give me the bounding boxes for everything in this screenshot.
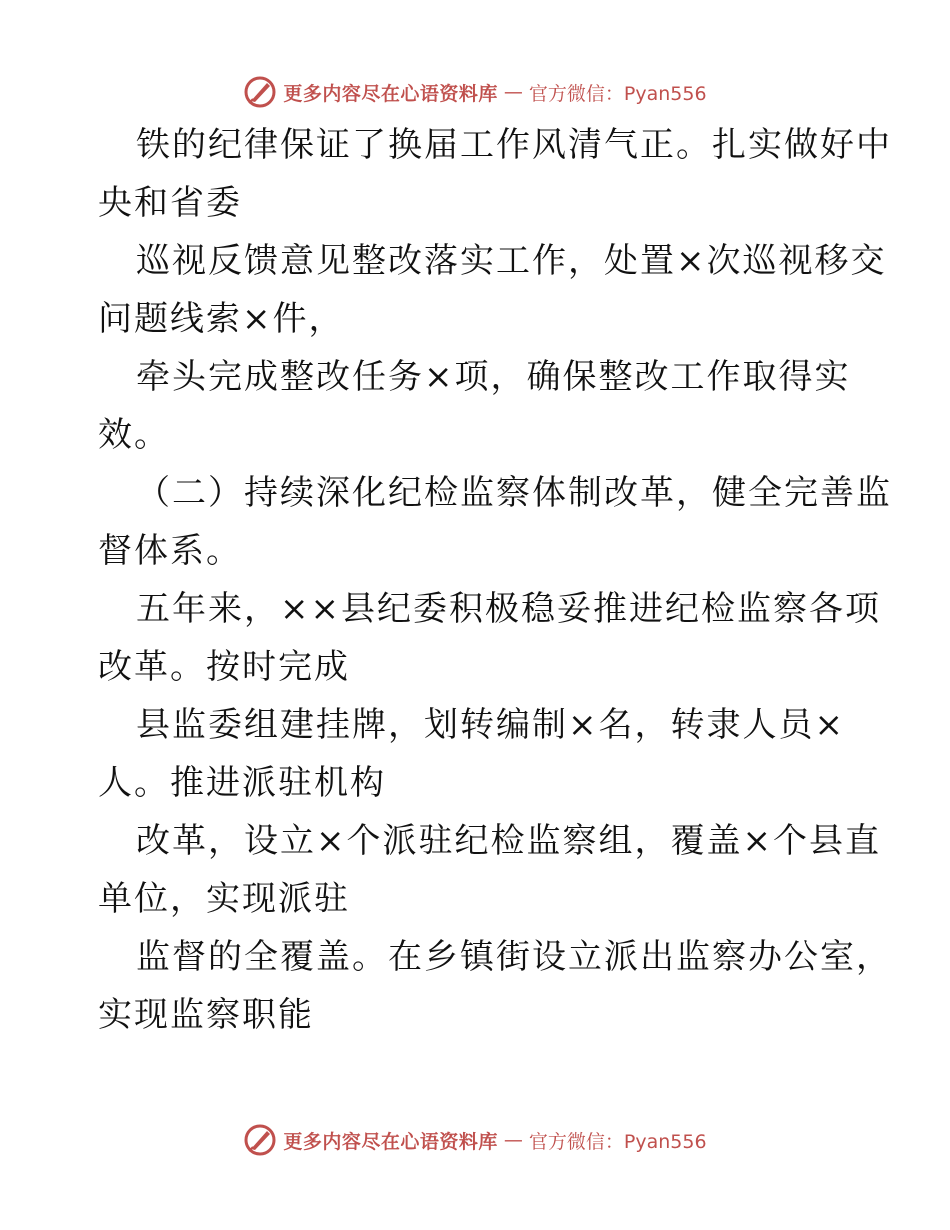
text-line: 效。 (98, 415, 170, 455)
watermark-wechat: 官方微信：Pyan556 (528, 82, 707, 105)
watermark-dash: — (503, 1129, 523, 1151)
text-line: 牵头完成整改任务×项，确保整改工作取得实 (136, 357, 851, 397)
watermark-brand: 更多内容尽在心语资料库 (283, 82, 498, 105)
watermark-wechat: 官方微信：Pyan556 (528, 1130, 707, 1153)
text-line: 铁的纪律保证了换届工作风清气正。扎实做好中 (136, 125, 892, 165)
quill-logo-icon (243, 1123, 277, 1157)
text-line: 问题线索×件， (98, 299, 345, 339)
document-body (98, 116, 892, 1044)
text-line: 监督的全覆盖。在乡镇街设立派出监察办公室， (136, 937, 892, 977)
header-watermark (0, 72, 950, 112)
text-line: 改革。按时完成 (98, 647, 350, 687)
text-line: 央和省委 (98, 183, 242, 223)
text-line: 巡视反馈意见整改落实工作，处置×次巡视移交 (136, 241, 887, 281)
footer-watermark (0, 1120, 950, 1160)
quill-logo-icon (243, 75, 277, 109)
text-line: 实现监察职能 (98, 995, 314, 1035)
text-line: 五年来，××县纪委积极稳妥推进纪检监察各项 (136, 589, 881, 629)
text-line: 督体系。 (98, 531, 242, 571)
text-line: 人。推进派驻机构 (98, 763, 386, 803)
text-line: 单位，实现派驻 (98, 879, 350, 919)
watermark-brand: 更多内容尽在心语资料库 (283, 1130, 498, 1153)
text-line: 县监委组建挂牌，划转编制×名，转隶人员× (136, 705, 845, 745)
section-heading: （二）持续深化纪检监察体制改革，健全完善监 (136, 473, 892, 513)
text-line: 改革，设立×个派驻纪检监察组，覆盖×个县直 (136, 821, 881, 861)
watermark-dash: — (503, 81, 523, 103)
